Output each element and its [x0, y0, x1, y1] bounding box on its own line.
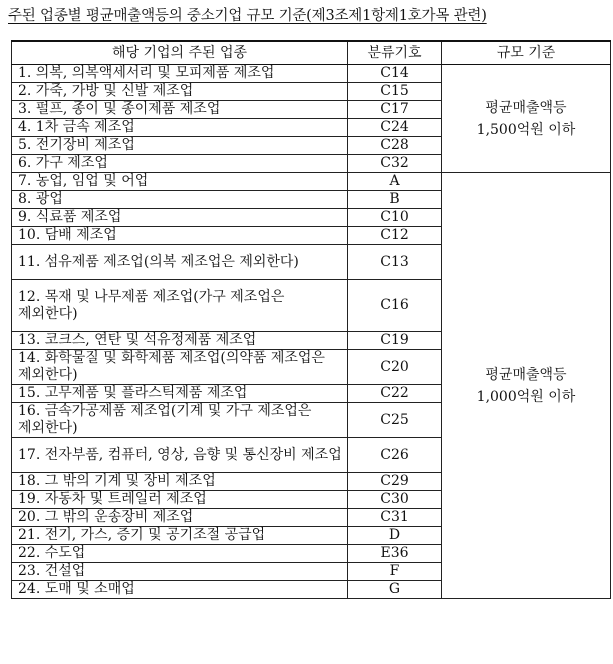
industry-cell: 8. 광업	[12, 191, 348, 209]
industry-cell: 6. 가구 제조업	[12, 155, 348, 173]
code-cell: C12	[348, 227, 442, 245]
code-cell: C25	[348, 403, 442, 438]
table-body	[12, 65, 611, 599]
industry-cell: 7. 농업, 임업 및 어업	[12, 173, 348, 191]
code-cell: C24	[348, 119, 442, 137]
code-cell: C17	[348, 101, 442, 119]
code-cell: C30	[348, 491, 442, 509]
criteria-label: 평균매출액등	[485, 366, 567, 383]
industry-cell: 18. 그 밖의 기계 및 장비 제조업	[12, 473, 348, 491]
header-criteria: 규모 기준	[442, 41, 611, 65]
industry-cell: 20. 그 밖의 운송장비 제조업	[12, 509, 348, 527]
industry-cell: 14. 화학물질 및 화학제품 제조업(의약품 제조업은 제외한다)	[12, 350, 348, 385]
criteria-cell-group-2	[442, 173, 611, 599]
criteria-cell-group-1	[442, 65, 611, 173]
criteria-label: 평균매출액등	[485, 99, 567, 116]
industry-cell: 12. 목재 및 나무제품 제조업(가구 제조업은 제외한다)	[12, 280, 348, 332]
industry-cell: 4. 1차 금속 제조업	[12, 119, 348, 137]
industry-cell: 19. 자동차 및 트레일러 제조업	[12, 491, 348, 509]
code-cell: C29	[348, 473, 442, 491]
code-cell: C14	[348, 65, 442, 83]
industry-cell: 13. 코크스, 연탄 및 석유정제품 제조업	[12, 332, 348, 350]
document-title	[8, 7, 487, 25]
industry-cell: 23. 건설업	[12, 563, 348, 581]
code-cell: C28	[348, 137, 442, 155]
code-cell: C31	[348, 509, 442, 527]
criteria-limit: 1,500억원 이하	[476, 121, 576, 138]
code-cell: C13	[348, 245, 442, 280]
code-cell: C26	[348, 438, 442, 473]
criteria-limit: 1,000억원 이하	[476, 388, 576, 405]
code-cell: A	[348, 173, 442, 191]
industry-cell: 5. 전기장비 제조업	[12, 137, 348, 155]
code-cell: B	[348, 191, 442, 209]
code-cell: C15	[348, 83, 442, 101]
code-cell: C32	[348, 155, 442, 173]
header-code: 분류기호	[348, 41, 442, 65]
document-title-text: 주된 업종별 평균매출액등의 중소기업 규모 기준(제3조제1항제1호가목 관련)	[8, 8, 487, 24]
table-row	[12, 173, 611, 191]
industry-cell: 11. 섬유제품 제조업(의복 제조업은 제외한다)	[12, 245, 348, 280]
code-cell: D	[348, 527, 442, 545]
code-cell: E36	[348, 545, 442, 563]
code-cell: C19	[348, 332, 442, 350]
industry-cell: 22. 수도업	[12, 545, 348, 563]
industry-cell: 21. 전기, 가스, 증기 및 공기조절 공급업	[12, 527, 348, 545]
code-cell: C20	[348, 350, 442, 385]
industry-cell: 17. 전자부품, 컴퓨터, 영상, 음향 및 통신장비 제조업	[12, 438, 348, 473]
industry-cell: 10. 담배 제조업	[12, 227, 348, 245]
code-cell: C10	[348, 209, 442, 227]
code-cell: C22	[348, 385, 442, 403]
industry-cell: 2. 가죽, 가방 및 신발 제조업	[12, 83, 348, 101]
industry-cell: 9. 식료품 제조업	[12, 209, 348, 227]
industry-cell: 3. 펄프, 종이 및 종이제품 제조업	[12, 101, 348, 119]
header-industry: 해당 기업의 주된 업종	[12, 41, 348, 65]
industry-cell: 1. 의복, 의복액세서리 및 모피제품 제조업	[12, 65, 348, 83]
industry-cell: 15. 고무제품 및 플라스틱제품 제조업	[12, 385, 348, 403]
code-cell: F	[348, 563, 442, 581]
table-header	[12, 41, 611, 65]
table-row	[12, 65, 611, 83]
size-criteria-table	[11, 40, 611, 599]
industry-cell: 16. 금속가공제품 제조업(기계 및 가구 제조업은 제외한다)	[12, 403, 348, 438]
code-cell: C16	[348, 280, 442, 332]
code-cell: G	[348, 581, 442, 599]
industry-cell: 24. 도매 및 소매업	[12, 581, 348, 599]
